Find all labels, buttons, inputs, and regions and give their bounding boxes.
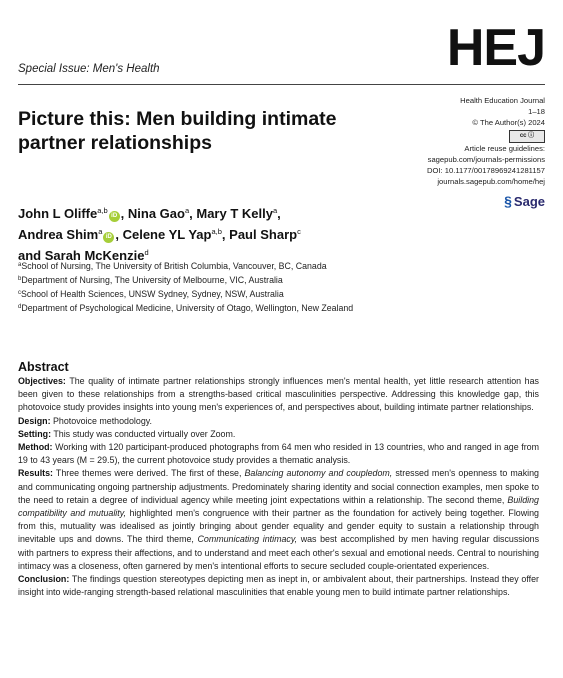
- affiliation-text: Department of Psychological Medicine, University of Otago, Wellington, New Zealand: [21, 303, 354, 313]
- abstract-conclusion: [18, 573, 539, 599]
- theme-name: Balancing autonomy and coupledom,: [244, 468, 393, 479]
- section-text: stressed men's openness to making and communicating ongoing partnership adjustments. Predominately sharing identity and social connection examples, men spoke to the need to retain a degree of individual agency while meeting joint expectations within a relationship. The second theme,: [18, 468, 539, 505]
- abstract-setting: [18, 428, 539, 441]
- abstract-heading: Abstract: [18, 360, 69, 374]
- section-text: Photovoice methodology.: [53, 415, 153, 426]
- reuse-label: Article reuse guidelines:: [464, 143, 545, 153]
- header-rule: [18, 84, 545, 85]
- author-list: John L Oliffe$^{a,b}$iD , Nina Gao$^a$, Mary T Kelly$^a$, Andrea Shim$^a$iD , Celene YL Yap$^{a,b}$, Paul Sharp$^c$ and Sarah McKenzie$^d$: [18, 206, 301, 263]
- affiliation-item: [18, 273, 438, 287]
- author-name: Andrea Shim: [18, 227, 99, 242]
- journal-logo: [446, 19, 545, 77]
- affiliation-sup: b: [18, 276, 22, 282]
- affiliations: [18, 259, 438, 315]
- theme-name: Communicating intimacy,: [197, 534, 298, 545]
- affiliation-sup: a: [18, 262, 22, 268]
- section-text: Working with 120 participant-produced photographs from 64 men who resided in 13 countries, who and ranged in age from 19 to 43 years (M = 29.5), the current photovoice study provides a thematic analysis.: [18, 442, 539, 466]
- section-text: was best accomplished by men having regular discussions with partners to express their affections, and to understand and meet each other's sexual and emotional needs. Central to nourishing intimacy was a closeness, often garnered by men's intentional efforts to secure secluded couple-orientated experiences.: [18, 534, 540, 571]
- author-sup: a: [98, 227, 103, 236]
- abstract-method: [18, 441, 539, 467]
- affiliation-sup: c: [18, 290, 21, 296]
- author-name: Nina Gao: [127, 206, 185, 221]
- sage-s-icon: §: [504, 193, 512, 209]
- author-sup: a: [272, 206, 278, 215]
- publisher-name: Sage: [513, 194, 545, 209]
- abstract-design: [18, 415, 539, 428]
- author-sup: a,b: [97, 206, 108, 215]
- section-label: Design:: [18, 415, 51, 426]
- author-name: Mary T Kelly: [196, 206, 273, 221]
- author-sup: a,b: [211, 227, 222, 236]
- logo-text: HEJ: [446, 19, 545, 77]
- page-range: 1–18: [528, 107, 545, 117]
- doi[interactable]: DOI: 10.1177/00178969241281157: [427, 166, 545, 176]
- author-sup: a: [184, 206, 190, 215]
- section-label: Method:: [18, 442, 53, 453]
- author-name: Paul Sharp: [229, 227, 298, 242]
- journal-name: Health Education Journal: [460, 96, 545, 105]
- copyright: © The Author(s) 2024: [472, 118, 545, 128]
- section-text: The findings question stereotypes depicting men as inept in, or ambivalent about, their partnerships. Instead they offer insight into wide-ranging strength-based relational masculinities that enable young men to build intimate partner relationships.: [18, 574, 539, 598]
- affiliation-item: [18, 287, 438, 301]
- article-title: Picture this: Men building intimate partner relationships: [18, 108, 337, 154]
- section-label: Results:: [18, 468, 54, 479]
- journal-meta: [355, 95, 545, 187]
- cc-license-icon[interactable]: cc ⓘ: [509, 130, 545, 143]
- abstract-results: [18, 467, 539, 573]
- affiliation-item: [18, 301, 438, 315]
- affiliation-text: School of Health Sciences, UNSW Sydney, Sydney, NSW, Australia: [21, 289, 284, 299]
- section-text: Three themes were derived. The first of these,: [55, 468, 245, 479]
- section-label: Setting:: [18, 428, 52, 439]
- author-name: Sarah McKenzie: [44, 248, 145, 263]
- section-text: This study was conducted virtually over Zoom.: [53, 428, 236, 439]
- section-text: The quality of intimate partner relationships strongly influences men's mental health, yet little research attention has been given to these relationships from a strengths-based critical masculinities perspective. Addressing this knowledge gap, this photovoice study provides insights into young men's experiences of, and perspectives about, building intimate partner relationships.: [18, 376, 539, 413]
- section-label: Objectives:: [18, 376, 66, 386]
- publisher-logo: [504, 193, 545, 209]
- journal-url[interactable]: journals.sagepub.com/home/hej: [437, 177, 545, 187]
- special-issue-label: Special Issue: Men's Health: [18, 63, 160, 75]
- affiliation-text: Department of Nursing, The University of Melbourne, VIC, Australia: [21, 275, 283, 285]
- author-name: John L Oliffe: [18, 206, 98, 221]
- author-name: Celene YL Yap: [122, 227, 212, 242]
- section-text: highlighted men's congruence with their partner as the foundation for actively being together. Flowing from this, mutuality was idealised as jointly bringing about gender equality and gender equity to sustain a relationship through inevitable ups and downs. The third theme,: [18, 508, 539, 545]
- affiliation-sup: d: [18, 304, 22, 310]
- reuse-link[interactable]: sagepub.com/journals-permissions: [427, 154, 545, 164]
- author-sup: c: [297, 227, 301, 236]
- orcid-icon[interactable]: iD: [109, 211, 120, 222]
- abstract-objectives: [18, 375, 539, 415]
- abstract-body: [18, 375, 539, 599]
- theme-name: Building compatibility and mutuality,: [18, 494, 539, 519]
- affiliation-item: [18, 259, 438, 273]
- orcid-icon[interactable]: iD: [103, 232, 114, 243]
- author-sup: d: [144, 248, 149, 257]
- affiliation-text: School of Nursing, The University of British Columbia, Vancouver, BC, Canada: [21, 261, 327, 271]
- section-label: Conclusion:: [18, 574, 70, 585]
